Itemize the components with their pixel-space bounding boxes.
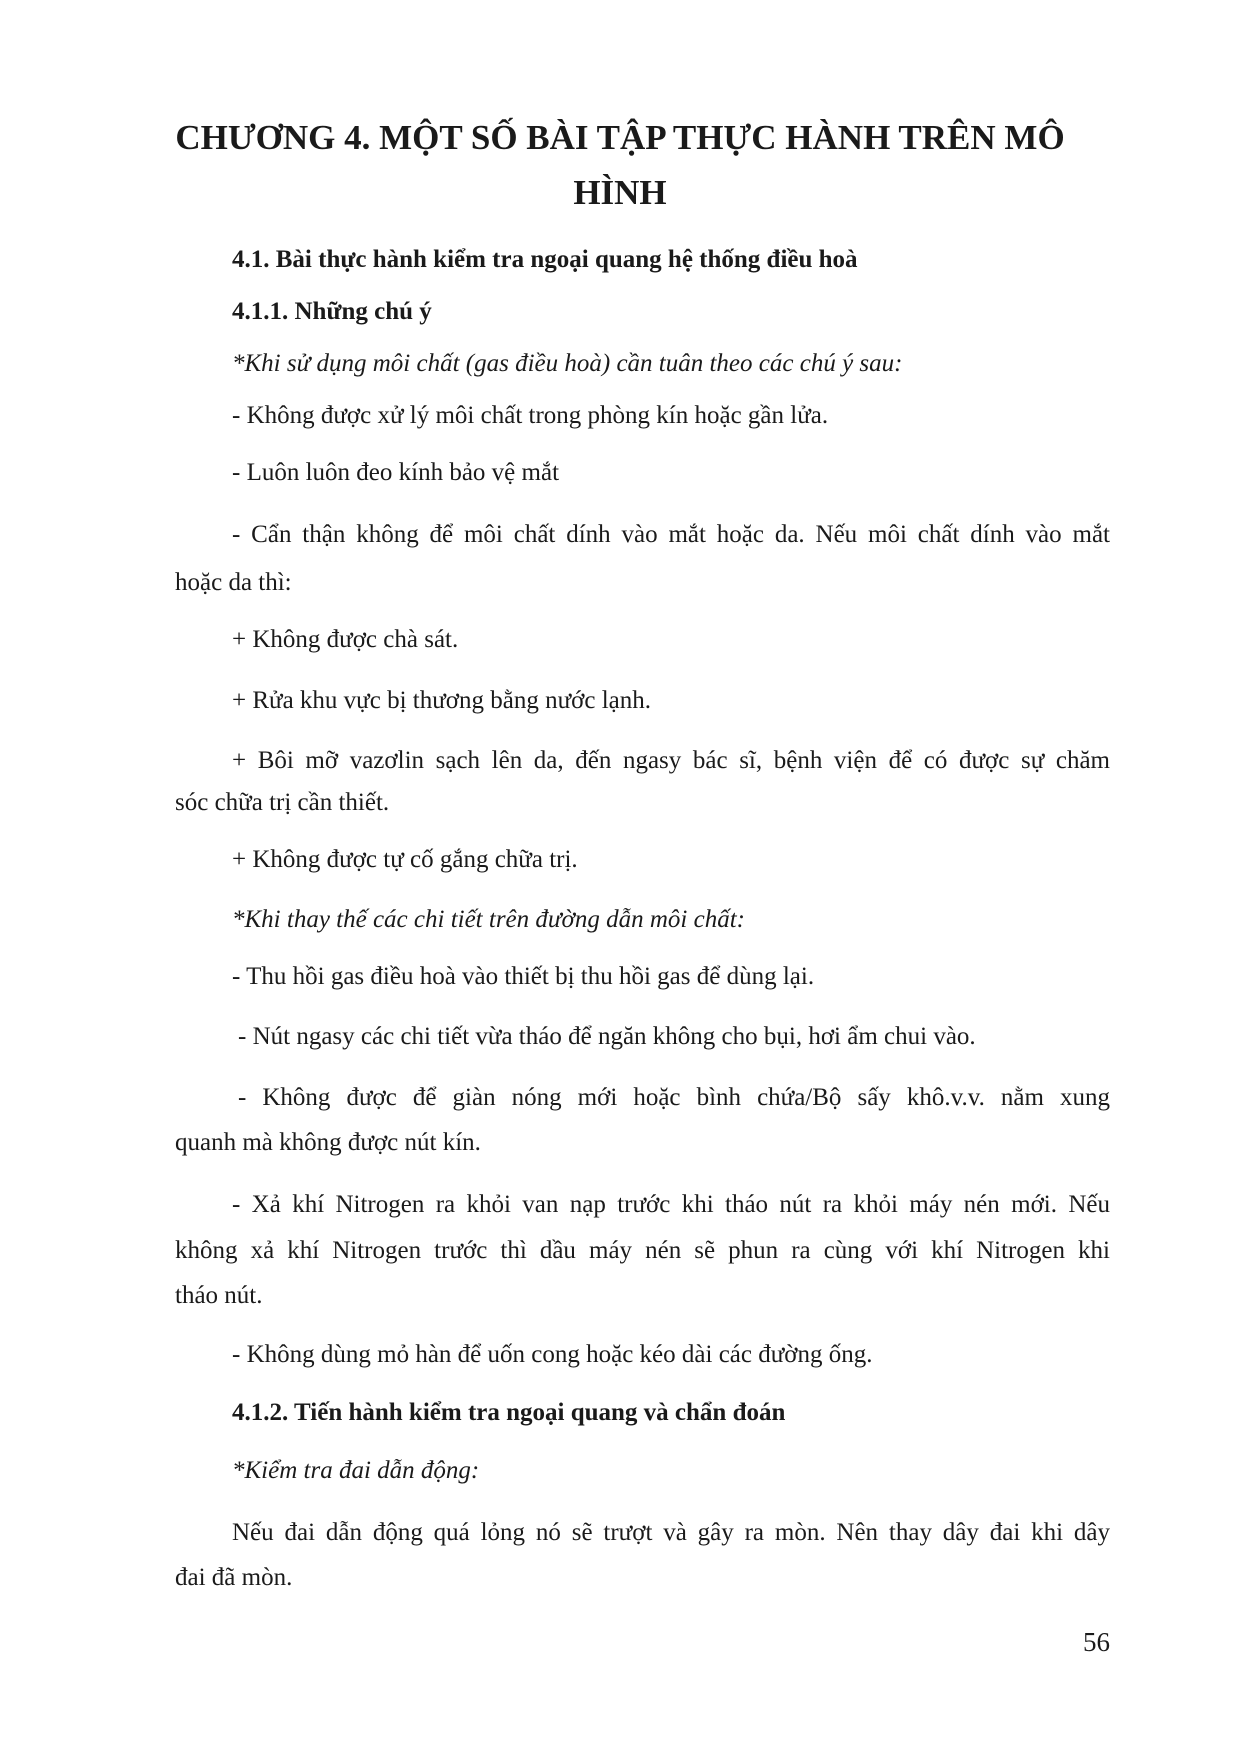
paragraph-line: + Bôi mỡ vazơlin sạch lên da, đến ngasy bác sĩ, bệnh viện để có được sự chăm xyxy=(232,747,1110,774)
list-item: - Không được xử lý môi chất trong phòng kín hoặc gần lửa. xyxy=(232,402,829,429)
paragraph-line: quanh mà không được nút kín. xyxy=(175,1129,481,1156)
section-heading-4-1-2: 4.1.2. Tiến hành kiểm tra ngoại quang và chẩn đoán xyxy=(232,1399,786,1426)
paragraph-line: Nếu đai dẫn động quá lỏng nó sẽ trượt và gây ra mòn. Nên thay dây đai khi dây xyxy=(232,1519,1110,1546)
paragraph-line: - Cẩn thận không để môi chất dính vào mắt hoặc da. Nếu môi chất dính vào mắt xyxy=(232,521,1110,548)
paragraph-line: - Không được để giàn nóng mới hoặc bình chứa/Bộ sấy khô.v.v. nằm xung xyxy=(238,1084,1110,1111)
paragraph-line: hoặc da thì: xyxy=(175,569,292,596)
paragraph-line: - Xả khí Nitrogen ra khỏi van nạp trước khi tháo nút ra khỏi máy nén mới. Nếu xyxy=(232,1191,1110,1218)
list-item: + Không được tự cố gắng chữa trị. xyxy=(232,846,578,873)
list-item: + Rửa khu vực bị thương bằng nước lạnh. xyxy=(232,687,651,714)
note-refrigerant-usage: *Khi sử dụng môi chất (gas điều hoà) cần tuân theo các chú ý sau: xyxy=(232,350,903,377)
chapter-title-line-1: CHƯƠNG 4. MỘT SỐ BÀI TẬP THỰC HÀNH TRÊN MÔ xyxy=(175,118,1065,157)
chapter-title-line-2: HÌNH xyxy=(573,173,667,212)
list-item: - Thu hồi gas điều hoà vào thiết bị thu hồi gas để dùng lại. xyxy=(232,963,815,990)
paragraph-line: đai đã mòn. xyxy=(175,1564,293,1591)
list-item: - Không dùng mỏ hàn để uốn cong hoặc kéo dài các đường ống. xyxy=(232,1341,873,1368)
paragraph-line: không xả khí Nitrogen trước thì dầu máy nén sẽ phun ra cùng với khí Nitrogen khi xyxy=(175,1237,1110,1264)
note-drive-belt: *Kiểm tra đai dẫn động: xyxy=(232,1457,480,1484)
note-replacement: *Khi thay thế các chi tiết trên đường dẫn môi chất: xyxy=(232,906,745,933)
paragraph-line: sóc chữa trị cần thiết. xyxy=(175,789,390,816)
paragraph-line: tháo nút. xyxy=(175,1282,263,1309)
list-item: + Không được chà sát. xyxy=(232,626,459,653)
list-item: - Nút ngasy các chi tiết vừa tháo để ngăn không cho bụi, hơi ẩm chui vào. xyxy=(238,1023,976,1050)
list-item: - Luôn luôn đeo kính bảo vệ mắt xyxy=(232,459,560,486)
section-heading-4-1-1: 4.1.1. Những chú ý xyxy=(232,298,432,325)
page-number: 56 xyxy=(1083,1627,1110,1657)
section-heading-4-1: 4.1. Bài thực hành kiểm tra ngoại quang hệ thống điều hoà xyxy=(232,246,858,273)
